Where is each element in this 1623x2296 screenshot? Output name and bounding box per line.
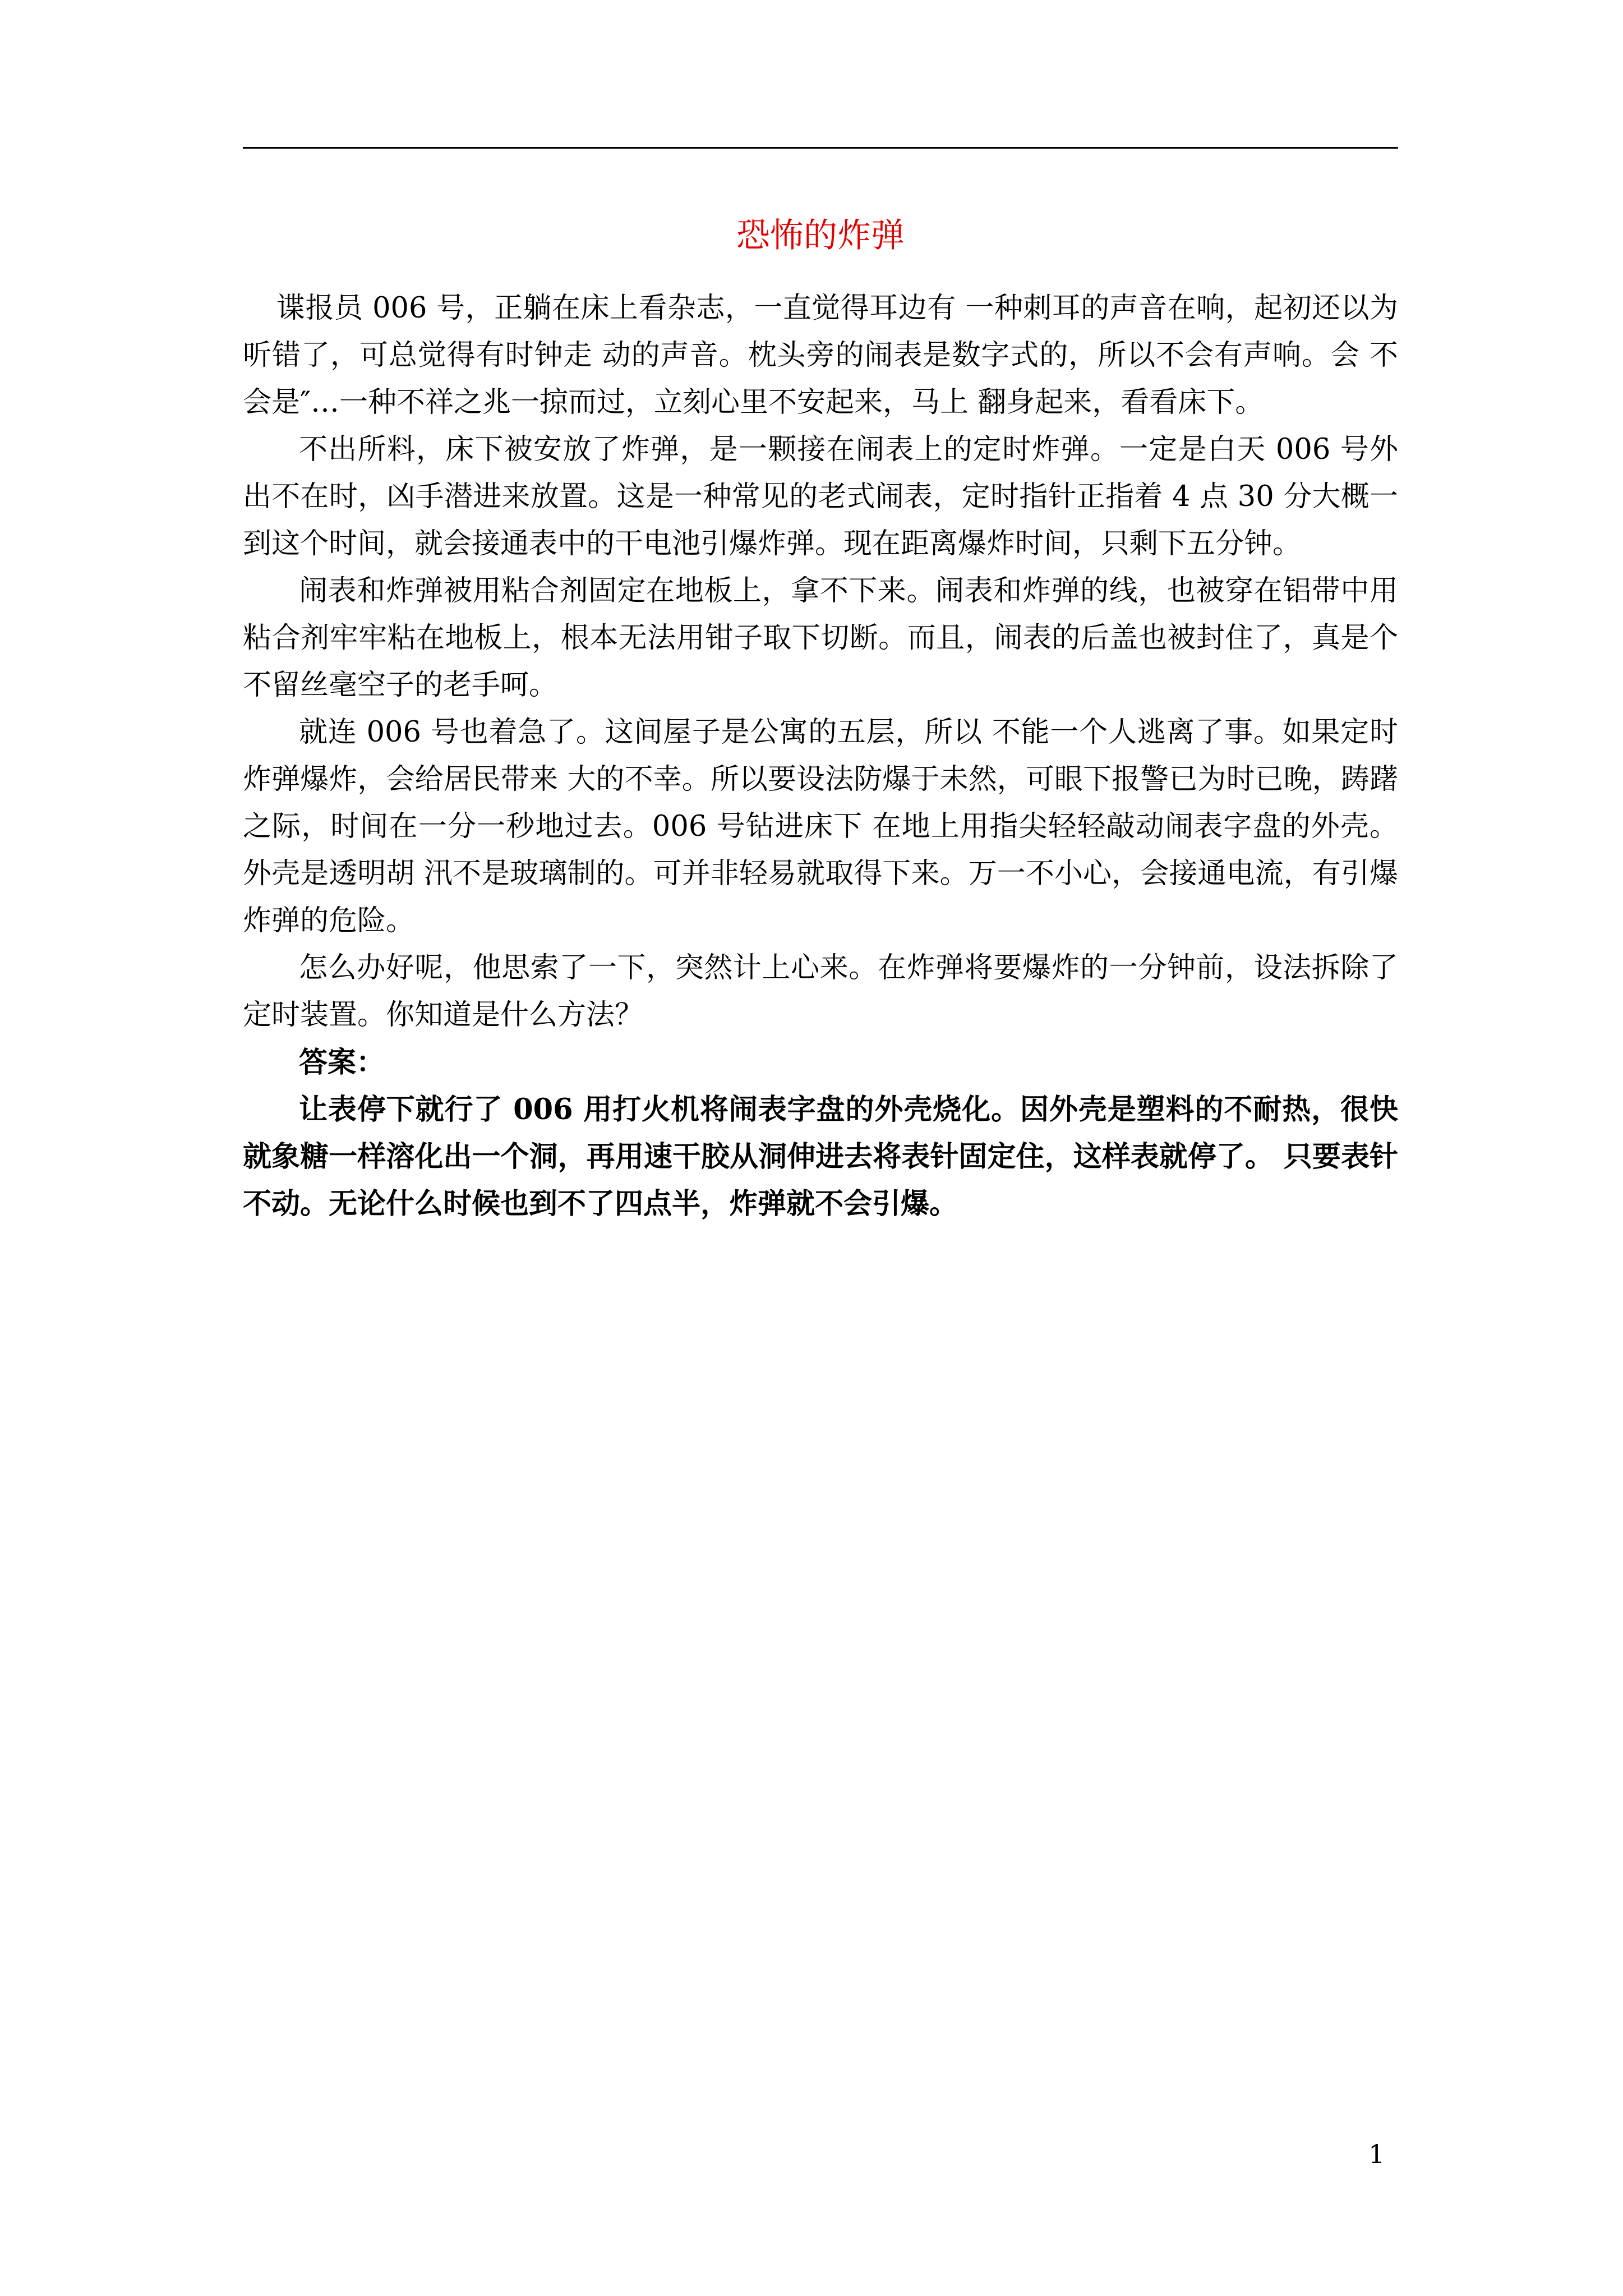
paragraph-3: 闹表和炸弹被用粘合剂固定在地板上，拿不下来。闹表和炸弹的线，也被穿在铝带中用粘合剂牢牢粘在地板上，根本无法用钳子取下切断。而且，闹表的后盖也被封住了，真是个不留丝毫空子的老手呵。 [243, 574, 1398, 702]
paragraph-5: 怎么办好呢，他思索了一下，突然计上心来。在炸弹将要爆炸的一分钟前，设法拆除了定时装置。你知道是什么方法？ [243, 951, 1398, 1032]
paragraph-4: 就连 006 号也着急了。这间屋子是公寓的五层，所以 不能一个人逃离了事。如果定时炸弹爆炸，会给居民带来 大的不幸。所以要设法防爆于未然，可眼下报警已为时已晚，踌躇之际，时间在一分一秒地过去。006 号钻进床下 在地上用指尖轻轻敲动闹表字盘的外壳。外壳是透明胡 汛不是玻璃制的。可并非轻易就取得下来。万一不小心，会接通电流，有引爆炸弹的危险。 [243, 716, 1398, 937]
paragraph-2: 不出所料，床下被安放了炸弹，是一颗接在闹表上的定时炸弹。一定是白天 006 号外出不在时，凶手潜进来放置。这是一种常见的老式闹表，定时指针正指着 4 点 30 分大概一到这个时间，就会接通表中的干电池引爆炸弹。现在距离爆炸时间，只剩下五分钟。 [243, 433, 1398, 560]
document-body [243, 285, 1398, 1227]
page-number: 1 [1368, 2139, 1385, 2169]
answer-label: 答案： [299, 1046, 385, 1079]
page-title: 恐怖的炸弹 [736, 216, 905, 255]
header-rule [243, 147, 1398, 149]
answer-text: 让表停下就行了 006 用打火机将闹表字盘的外壳烧化。因外壳是塑料的不耐热，很快就象糖一样溶化出一个洞，再用速干胶从洞伸进去将表针固定住，这样表就停了。 只要表针不动。无论什么时候也到不了四点半，炸弹就不会引爆。 [243, 1093, 1398, 1221]
paragraph-1: 谍报员 006 号，正躺在床上看杂志，一直觉得耳边有 一种刺耳的声音在响，起初还以为听错了，可总觉得有时钟走 动的声音。枕头旁的闹表是数字式的，所以不会有声响。会 不会是″…一种不祥之兆一掠而过，立刻心里不安起来，马上 翻身起来，看看床下。 [243, 292, 1398, 419]
